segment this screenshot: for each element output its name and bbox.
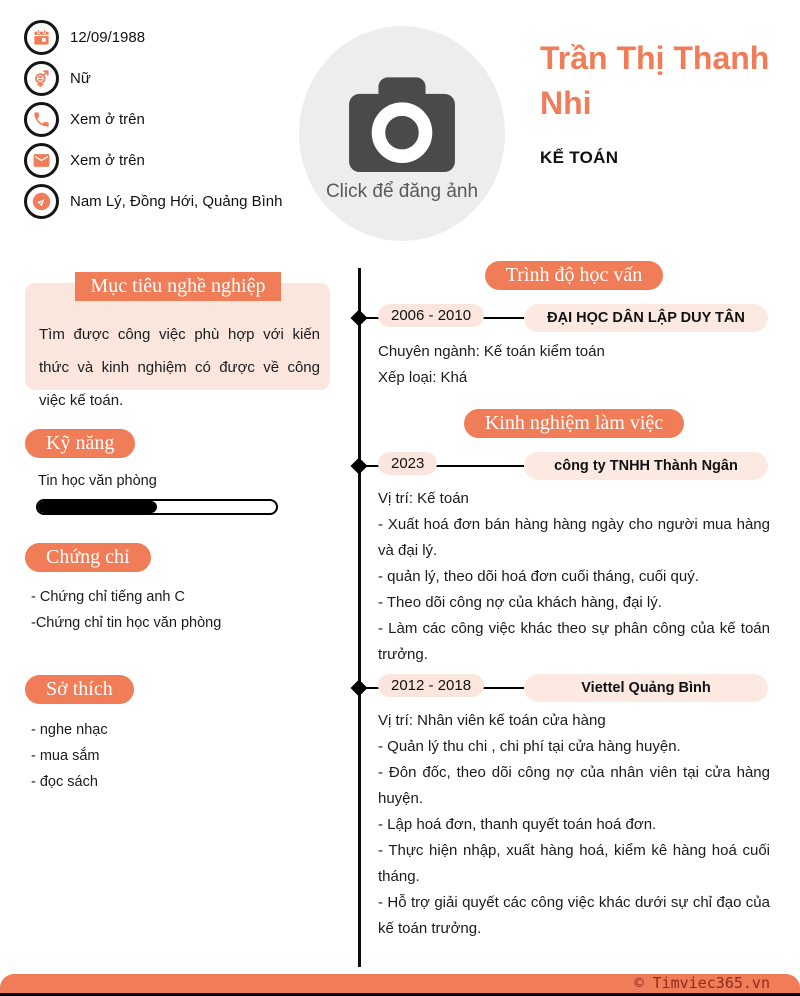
email-icon [24,143,59,178]
experience-detail-line: - Thực hiện nhập, xuất hàng hoá, kiểm kê hàng hoá cuối tháng. [378,842,770,885]
photo-upload-label: Click để đăng ảnh [325,180,479,202]
experience-detail-line: - Xuất hoá đơn bán hàng hàng ngày cho người mua hàng và đại lý. [378,516,770,559]
education-school: ĐẠI HỌC DÂN LẬP DUY TÂN [524,304,768,332]
contact-item-email [24,143,282,178]
list-item: - Chứng chỉ tiếng anh C [31,589,185,605]
experience-detail-line: - Lập hoá đơn, thanh quyết toán hoá đơn. [378,816,657,833]
experience-detail-line: - Làm các công việc khác theo sự phân công của kế toán trưởng. [378,620,770,663]
location-icon [24,184,59,219]
experience-details [378,486,770,668]
candidate-job-title: KẾ TOÁN [540,148,619,167]
section-heading-certificates: Chứng chỉ [25,543,151,572]
calendar-icon [24,20,59,55]
section-heading-hobbies: Sở thích [25,675,134,704]
hobbies-list [31,722,108,800]
section-heading-experience-wrap [358,409,790,438]
contact-item-address [24,184,282,219]
section-heading-skills: Kỹ năng [25,429,135,458]
phone-icon [24,102,59,137]
contact-text: Nam Lý, Đồng Hới, Quảng Bình [70,193,283,210]
photo-upload-area[interactable] [299,26,505,241]
skill-progress-fill [38,501,157,513]
copyright-text: © Timviec365.vn [634,974,770,992]
experience-company: Viettel Quảng Bình [524,674,768,702]
section-heading-objective: Mục tiêu nghề nghiệp [75,272,281,301]
education-dates: 2006 - 2010 [378,304,484,327]
certificates-list [31,589,221,641]
contact-item-phone [24,102,282,137]
gender-icon [24,61,59,96]
skill-progress-bar [36,499,278,515]
education-details [378,339,770,391]
education-detail-line: Chuyên ngành: Kế toán kiểm toán [378,343,605,360]
experience-company: công ty TNHH Thành Ngân [524,452,768,480]
contact-text: Nữ [70,70,91,87]
contact-text: Xem ở trên [70,111,145,128]
experience-dates: 2012 - 2018 [378,674,484,697]
list-item: - đọc sách [31,774,98,790]
list-item: -Chứng chỉ tin học văn phòng [31,615,222,631]
contact-text: Xem ở trên [70,152,145,169]
section-heading-education: Trình độ học vấn [485,261,663,290]
list-item: - nghe nhạc [31,722,108,738]
section-heading-experience: Kinh nghiệm làm việc [464,409,684,438]
footer-bar [0,974,800,993]
candidate-name: Trần Thị Thanh Nhi [540,40,770,121]
experience-detail-line: Vị trí: Nhân viên kế toán cửa hàng [378,712,606,729]
experience-details [378,708,770,942]
experience-dates: 2023 [378,452,437,475]
experience-detail-line: - Đôn đốc, theo dõi công nợ của nhân viên tại cửa hàng huyện. [378,764,770,807]
camera-icon [343,75,461,175]
experience-detail-line: - Hỗ trợ giải quyết các công việc khác dưới sự chỉ đạo của kế toán trưởng. [378,894,770,937]
contact-item-gender [24,61,282,96]
contact-list [24,20,282,225]
list-item: - mua sắm [31,748,100,764]
experience-detail-line: Vị trí: Kế toán [378,490,469,507]
objective-text: Tìm được công việc phù hợp với kiến thức và kinh nghiệm có được về công việc kế toán. [39,326,320,409]
timeline-line [358,268,361,967]
experience-detail-line: - Theo dõi công nợ của khách hàng, đại lý. [378,594,662,611]
section-heading-education-wrap [358,261,790,290]
skill-label: Tin học văn phòng [38,473,157,489]
experience-detail-line: - quản lý, theo dõi hoá đơn cuối tháng, cuối quý. [378,568,699,585]
contact-item-birthday [24,20,282,55]
education-detail-line: Xếp loại: Khá [378,369,468,386]
contact-text: 12/09/1988 [70,29,146,46]
experience-detail-line: - Quản lý thu chi , chi phí tại cửa hàng huyện. [378,738,681,755]
